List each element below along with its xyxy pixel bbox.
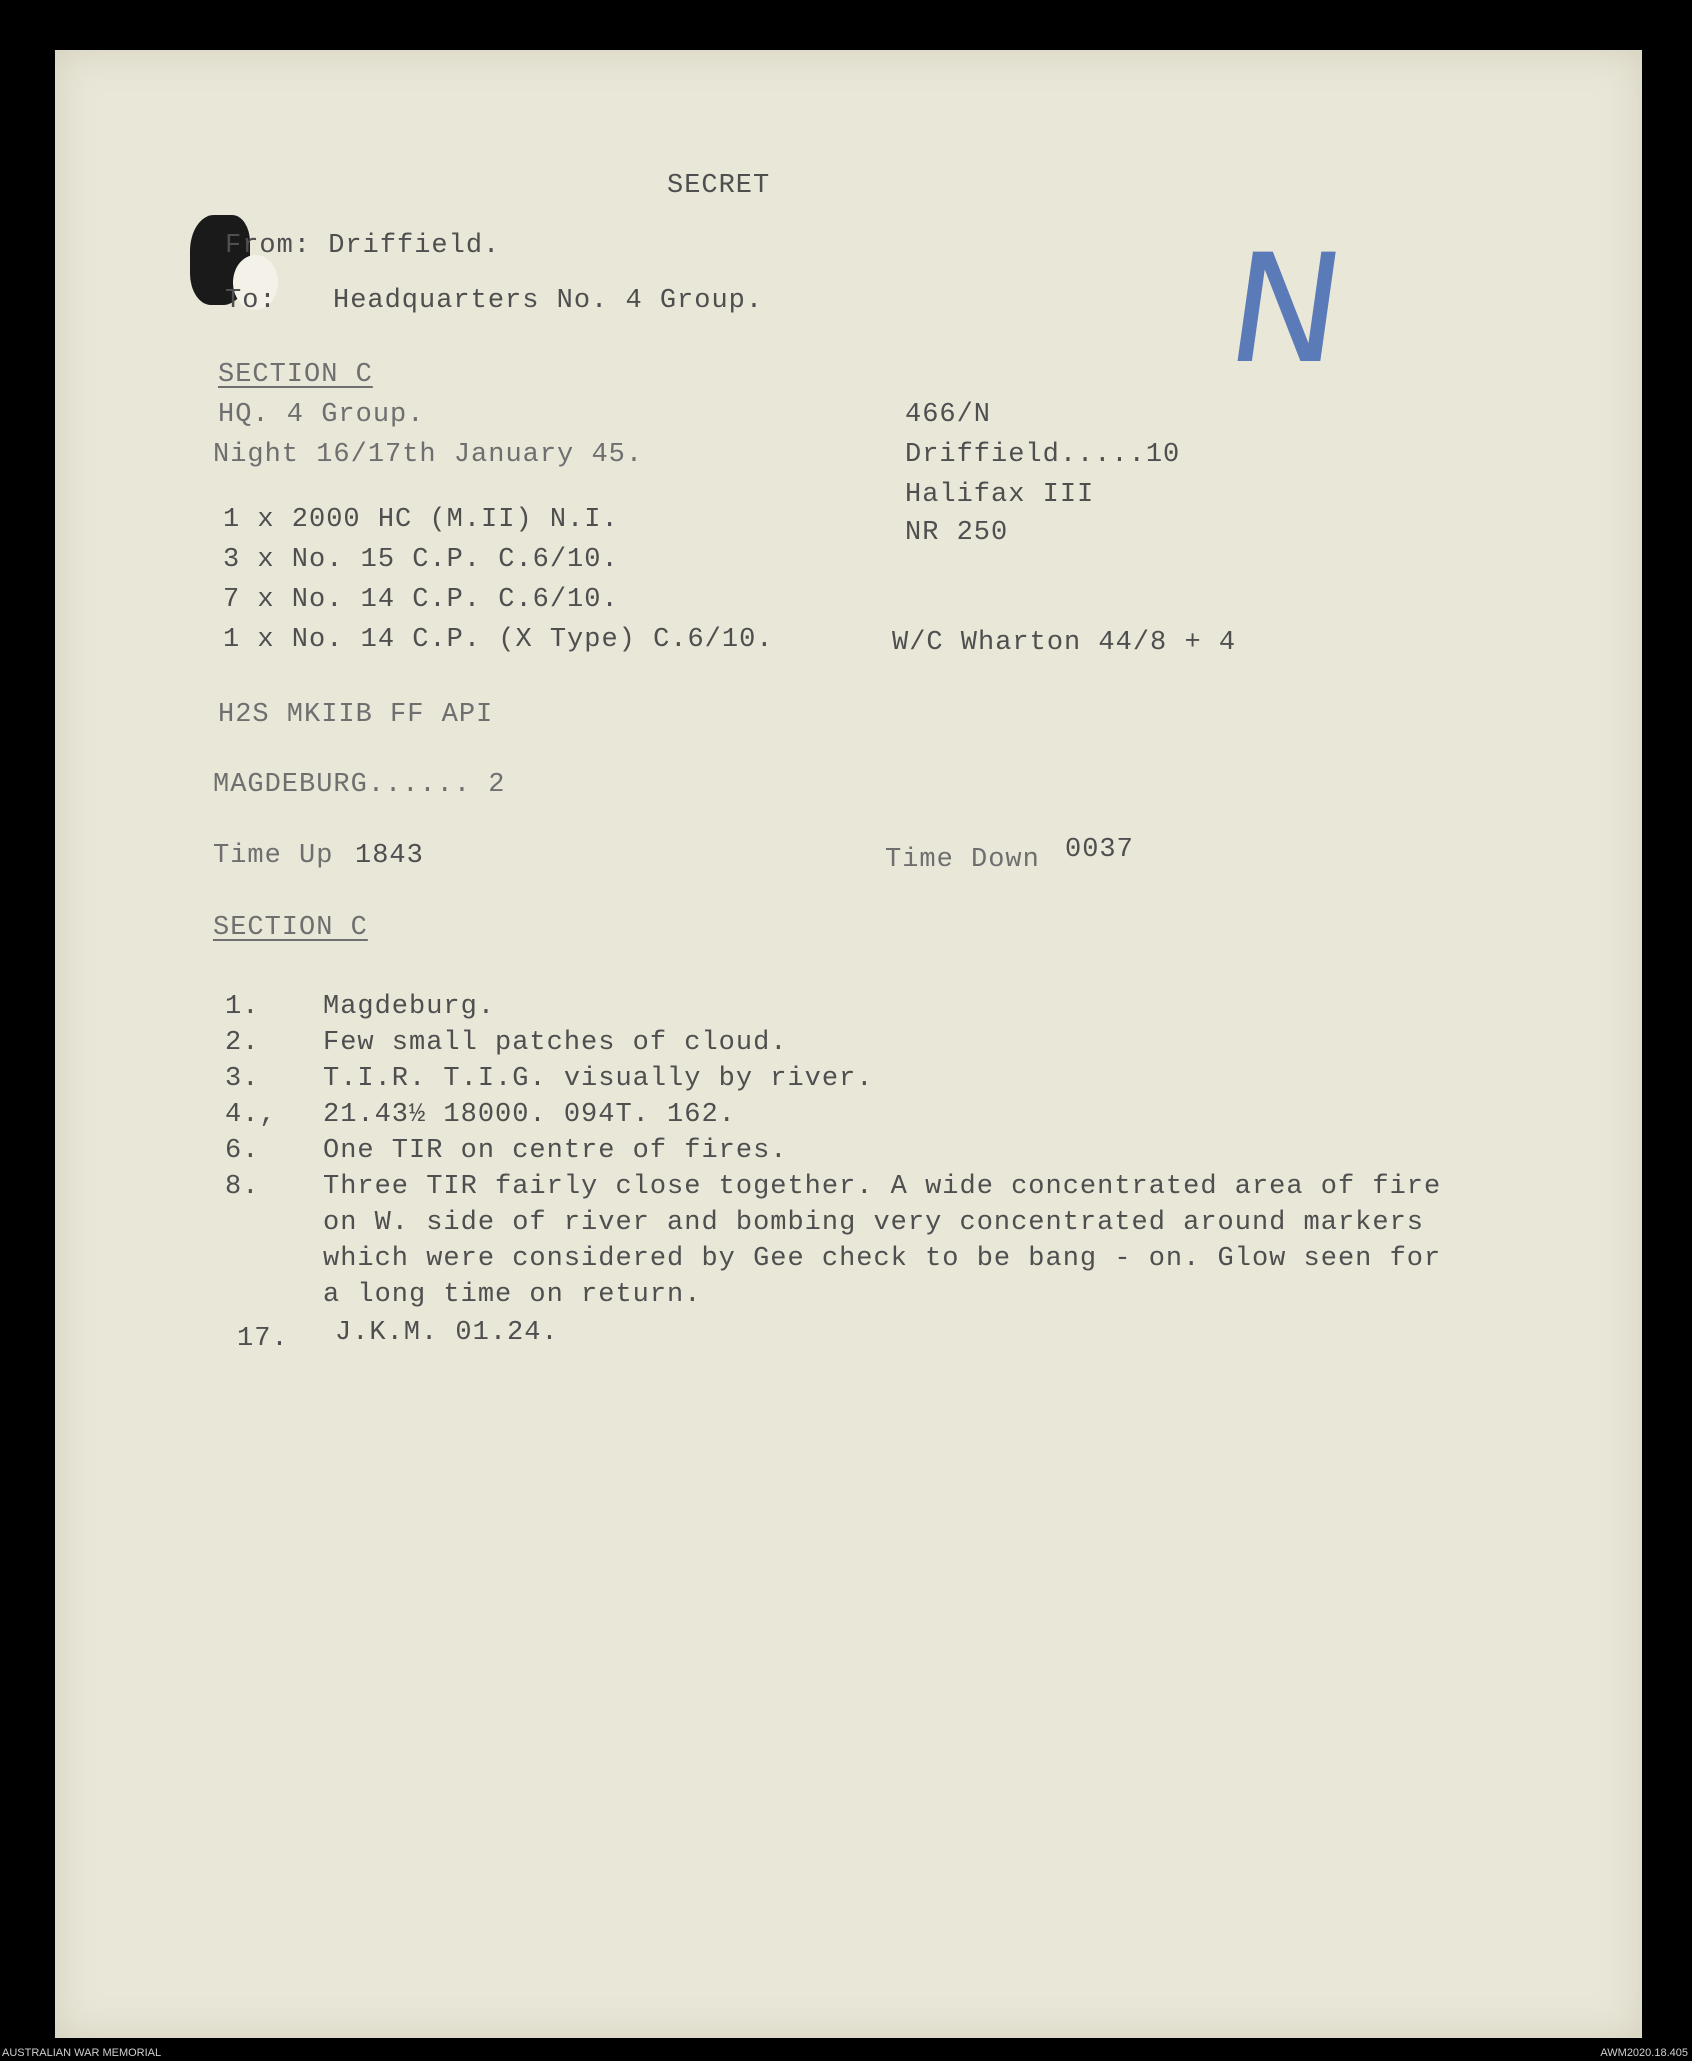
item-text: Magdeburg. [323, 992, 496, 1022]
aircraft-serial: NR 250 [905, 518, 1009, 548]
group-line: HQ. 4 Group. [218, 400, 425, 430]
target-line: MAGDEBURG...... 2 [213, 770, 506, 800]
item-text: Few small patches of cloud. [323, 1028, 788, 1058]
document-page [55, 50, 1642, 2038]
pilot-line: W/C Wharton 44/8 + 4 [892, 628, 1237, 658]
item-number: 3. [225, 1064, 260, 1094]
handwritten-annotation: N [1217, 223, 1355, 397]
to-label: To: [225, 286, 277, 316]
section-title-2: SECTION C [213, 913, 368, 943]
night-line: Night 16/17th January 45. [213, 440, 644, 470]
to-value: Headquarters No. 4 Group. [333, 286, 764, 316]
load-line: 1 x 2000 HC (M.II) N.I. [223, 505, 619, 535]
item-number: 6. [225, 1136, 260, 1166]
item-number: 4., [225, 1100, 277, 1130]
item-number: 17. [237, 1324, 289, 1354]
item-number: 2. [225, 1028, 260, 1058]
footer-reference: AWM2020.18.405 [1600, 2047, 1688, 2059]
item-number: 1. [225, 992, 260, 1022]
aircraft-type: Halifax III [905, 480, 1095, 510]
item-text: on W. side of river and bombing very concentrated around markers [323, 1208, 1424, 1238]
item-text: a long time on return. [323, 1280, 702, 1310]
item-text: 21.43½ 18000. 094T. 162. [323, 1100, 736, 1130]
equipment-line: H2S MKIIB FF API [218, 700, 494, 730]
squadron-ref: 466/N [905, 400, 992, 430]
item-text: J.K.M. 01.24. [335, 1318, 559, 1348]
classification: SECRET [667, 171, 771, 201]
item-text: which were considered by Gee check to be bang - on. Glow seen for [323, 1244, 1442, 1274]
time-up-value: 1843 [355, 841, 424, 871]
item-text: T.I.R. T.I.G. visually by river. [323, 1064, 874, 1094]
footer-archive-name: AUSTRALIAN WAR MEMORIAL [2, 2047, 162, 2059]
item-text: One TIR on centre of fires. [323, 1136, 788, 1166]
from-line: From: Driffield. [225, 231, 501, 261]
load-line: 7 x No. 14 C.P. C.6/10. [223, 585, 619, 615]
load-line: 3 x No. 15 C.P. C.6/10. [223, 545, 619, 575]
item-number: 8. [225, 1172, 260, 1202]
time-down-label: Time Down [885, 845, 1040, 875]
time-down-value: 0037 [1065, 835, 1134, 865]
item-text: Three TIR fairly close together. A wide concentrated area of fire [323, 1172, 1442, 1202]
load-line: 1 x No. 14 C.P. (X Type) C.6/10. [223, 625, 774, 655]
station-count: Driffield.....10 [905, 440, 1181, 470]
time-up-label: Time Up [213, 841, 334, 871]
section-title-1: SECTION C [218, 360, 373, 390]
